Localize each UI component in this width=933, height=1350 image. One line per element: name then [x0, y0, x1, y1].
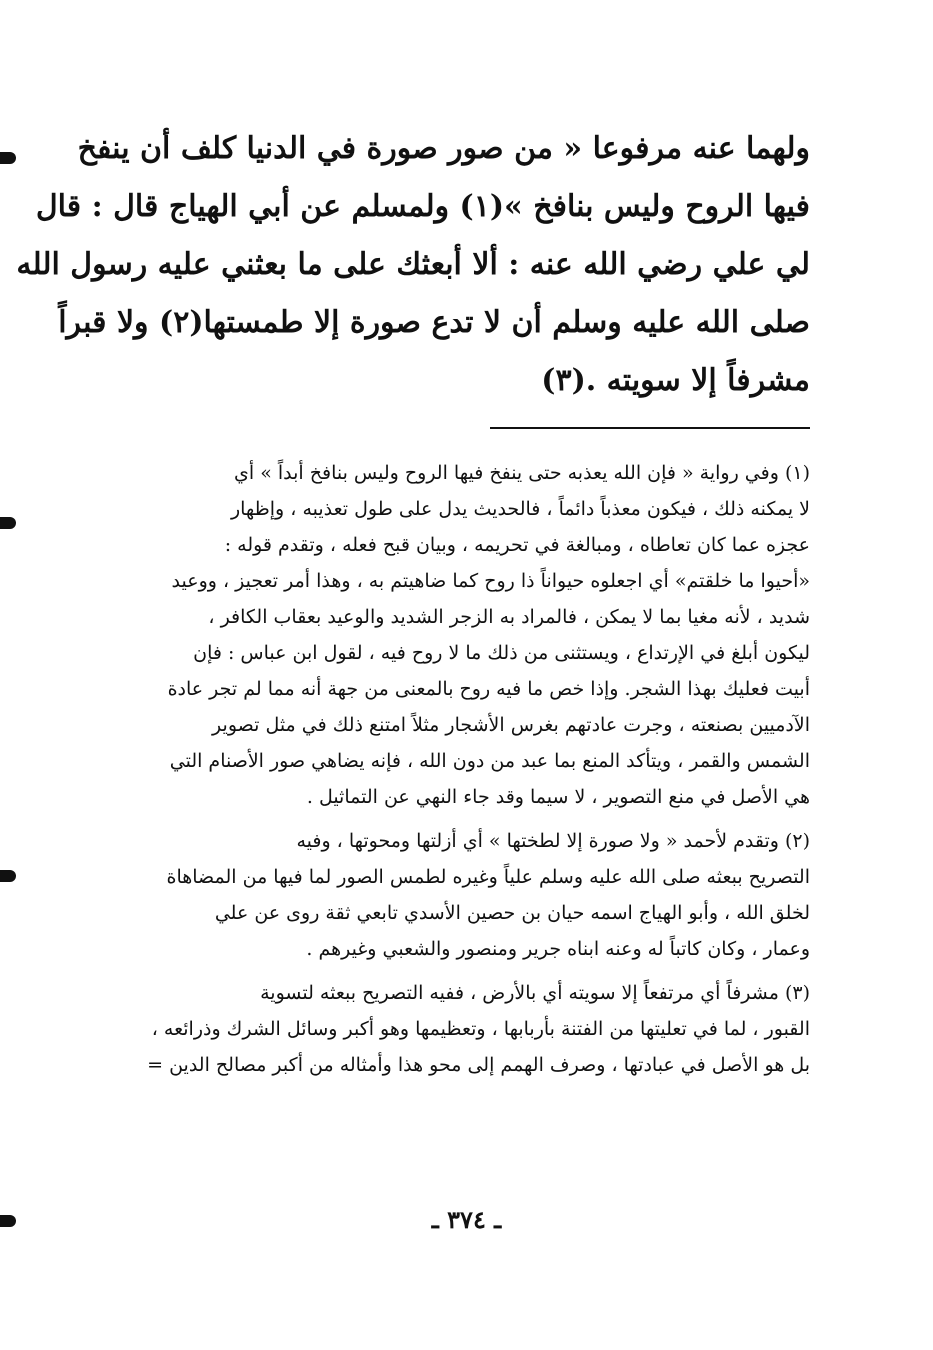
footnote-2 — [75, 823, 810, 967]
main-text-line: ولهما عنه مرفوعا « من صور صورة في الدنيا كلف أن ينفخ — [77, 131, 810, 166]
footnote-line: هي الأصل في منع التصوير ، لا سيما وقد جاء النهي عن التماثيل . — [306, 786, 810, 808]
scan-edge-mark — [0, 870, 16, 882]
footnote-line: القبور ، لما في تعليتها من الفتنة بأربابها ، وتعظيمها وهو أكبر وسائل الشرك وذرائعه ، — [151, 1018, 810, 1040]
footnote-line: الآدميين بصنعته ، وجرت عادتهم بغرس الأشجار مثلاً امتنع ذلك في مثل تصوير — [212, 714, 810, 736]
footnote-line: وعمار ، وكان كاتباً له وعنه ابناه جرير ومنصور والشعبي وغيرهم . — [306, 938, 810, 960]
scan-edge-mark — [0, 152, 16, 164]
footnote-line: (٣) مشرفاً أي مرتفعاً إلا سويته أي بالأرض ، ففيه التصريح ببعثه لتسوية — [260, 982, 810, 1004]
page-number: ـ ٣٧٤ ـ — [431, 1205, 502, 1234]
footnote-line: (١) وفي رواية « فإن الله يعذبه حتى ينفخ فيها الروح وليس بنافخ أبداً » أي — [234, 462, 810, 484]
footnotes-section — [75, 455, 810, 1091]
main-text-line: فيها الروح وليس بنافخ »(١) ولمسلم عن أبي الهياج قال : قال — [35, 189, 810, 224]
footnote-line: أبيت فعليك بهذا الشجر. وإذا خص ما فيه روح بالمعنى من جهة أنه مما لم تجر عادة — [167, 678, 810, 700]
footnote-line: لخلق الله ، وأبو الهياج اسمه حيان بن حصين الأسدي تابعي ثقة روى عن علي — [214, 902, 810, 924]
footnote-line: «أحيوا ما خلقتم» أي اجعلوه حيواناً ذا روح كما ضاهيتم به ، وهذا أمر تعجيز ، ووعيد — [171, 570, 810, 592]
footnote-1 — [75, 455, 810, 815]
footnote-line: عجزه عما كان تعاطاه ، ومبالغة في تحريمه ، وبيان قبح فعله ، وتقدم قوله : — [224, 534, 810, 556]
scan-edge-mark — [0, 517, 16, 529]
main-hadith-text — [16, 120, 810, 410]
footnote-line: ليكون أبلغ في الإرتداع ، ويستثنى من ذلك ما لا روح فيه ، لقول ابن عباس : فإن — [193, 642, 810, 664]
main-text-line: لي علي رضي الله عنه : ألا أبعثك على ما بعثني عليه رسول الله — [16, 247, 810, 282]
footnote-3 — [75, 975, 810, 1083]
footnote-line: التصريح ببعثه صلى الله عليه وسلم علياً وغيره لطمس الصور لما فيها من المضاهاة — [166, 866, 810, 888]
main-text-line: مشرفاً إلا سويته .(٣) — [541, 363, 810, 398]
footnote-line: بل هو الأصل في عبادتها ، وصرف الهمم إلى محو هذا وأمثاله من أكبر مصالح الدين = — [147, 1054, 810, 1076]
footnote-line: (٢) وتقدم لأحمد « ولا صورة إلا لطختها » أي أزلتها ومحوتها ، وفيه — [296, 830, 810, 852]
footnote-divider — [490, 427, 810, 429]
main-text-line: صلى الله عليه وسلم أن لا تدع صورة إلا طمستها(٢) ولا قبراً — [58, 305, 810, 340]
footnote-line: لا يمكنه ذلك ، فيكون معذباً دائماً ، فالحديث يدل على طول تعذيبه ، وإظهار — [230, 498, 810, 520]
footnote-line: شديد ، لأنه مغيا بما لا يمكن ، فالمراد به الزجر الشديد والوعيد بعقاب الكافر ، — [208, 606, 810, 628]
footnote-line: الشمس والقمر ، ويتأكد المنع بما عبد من دون الله ، فإنه يضاهي صور الأصنام التي — [169, 750, 810, 772]
